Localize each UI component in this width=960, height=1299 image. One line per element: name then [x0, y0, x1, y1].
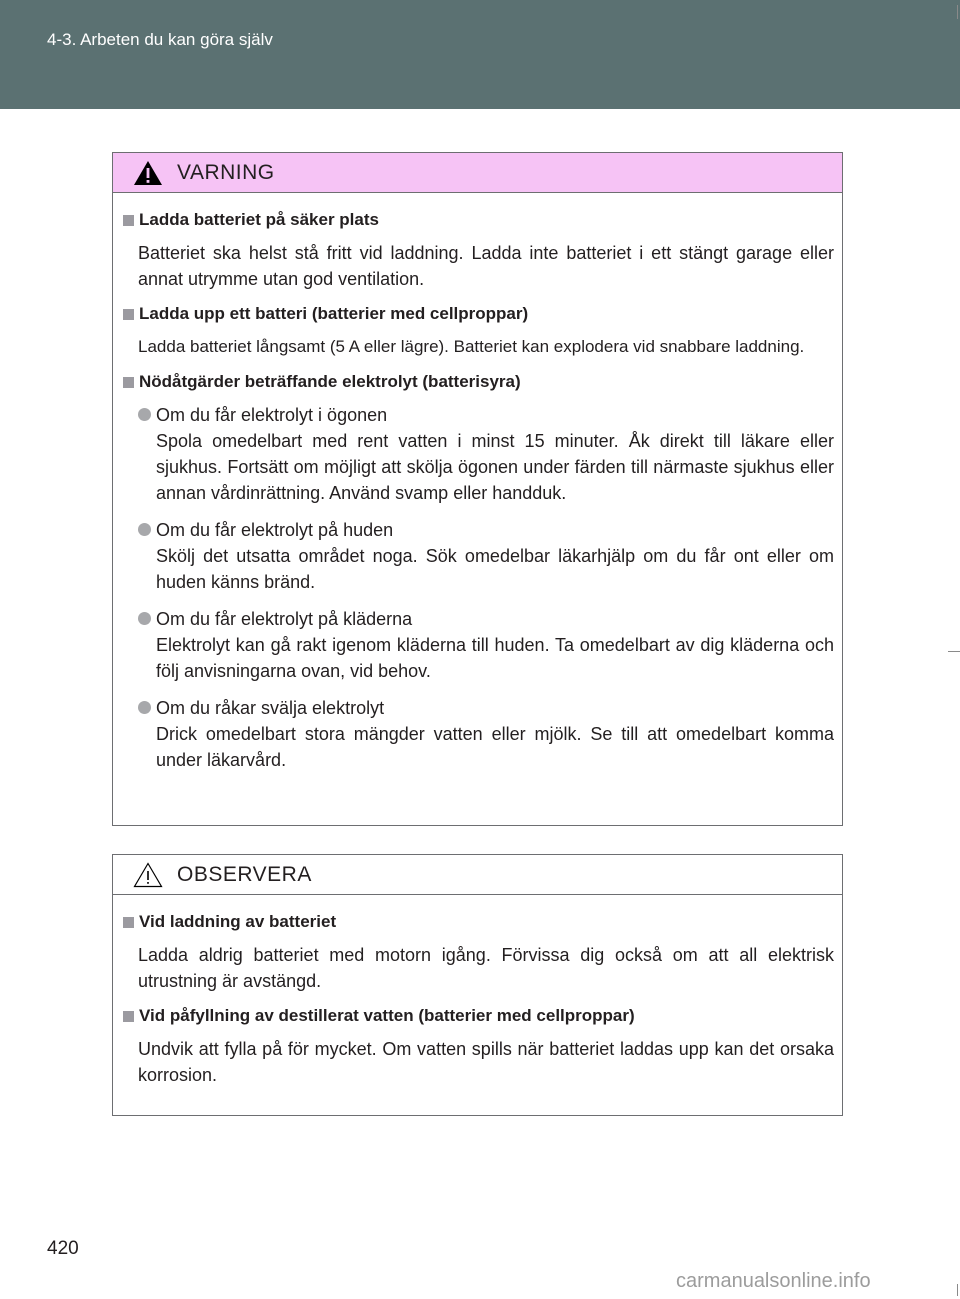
square-bullet-icon — [123, 1011, 134, 1022]
list-item-text: Skölj det utsatta området noga. Sök omedelbar läkarhjälp om du får ont eller om huden känns bränd. — [156, 546, 834, 592]
list-item-title: Om du får elektrolyt på kläderna — [156, 609, 413, 629]
list-item-body — [156, 606, 834, 684]
circle-bullet-icon — [138, 523, 151, 536]
watermark: carmanualsonline.info — [676, 1270, 871, 1292]
section-text: Batteriet ska helst stå fritt vid laddning. Ladda inte batteriet i ett stängt garage eller annat utrymme utan god ventilation. — [138, 243, 834, 289]
list-item-body — [156, 517, 834, 595]
section-heading — [123, 1006, 834, 1026]
section-heading-text: Ladda upp ett batteri (batterier med cellproppar) — [139, 304, 529, 323]
section-heading-text: Nödåtgärder beträffande elektrolyt (batterisyra) — [139, 372, 521, 391]
section-text: Ladda batteriet långsamt (5 A eller lägre). Batteriet kan explodera vid snabbare laddning. — [138, 337, 805, 356]
list-item-text: Drick omedelbart stora mängder vatten eller mjölk. Se till att omedelbart komma under läkarvård. — [156, 724, 834, 770]
list-item-text: Elektrolyt kan gå rakt igenom kläderna till huden. Ta omedelbart av dig kläderna och följ anvisningarna ovan, vid behov. — [156, 635, 834, 681]
square-bullet-icon — [123, 377, 134, 388]
page-number: 420 — [47, 1238, 79, 1259]
warning-box-header — [113, 153, 842, 193]
crop-mark — [957, 1284, 958, 1296]
list-item-text: Spola omedelbart med rent vatten i minst 15 minuter. Åk direkt till läkare eller sjukhus. Fortsätt om möjligt att skölja ögonen under färden till närmaste sjukhus eller annan vårdinrättning. Använd svamp eller handduk. — [156, 431, 834, 503]
list-item — [138, 606, 834, 684]
crop-mark — [948, 651, 960, 652]
square-bullet-icon — [123, 215, 134, 226]
section-heading — [123, 210, 834, 230]
caution-icon — [133, 862, 163, 888]
circle-bullet-icon — [138, 408, 151, 421]
circle-bullet-icon — [138, 612, 151, 625]
circle-bullet-icon — [138, 701, 151, 714]
header-band — [0, 0, 960, 109]
section-heading-text: Vid laddning av batteriet — [139, 912, 337, 931]
square-bullet-icon — [123, 309, 134, 320]
warning-icon — [133, 160, 163, 186]
section-heading-text: Ladda batteriet på säker plats — [139, 210, 379, 229]
list-item-body — [156, 402, 834, 506]
section-text: Undvik att fylla på för mycket. Om vatten spills när batteriet laddas upp kan det orsaka korrosion. — [138, 1039, 834, 1085]
list-item-body — [156, 695, 834, 773]
crop-mark — [957, 5, 958, 19]
list-item — [138, 402, 834, 506]
section-title: 4-3. Arbeten du kan göra själv — [47, 30, 273, 49]
list-item — [138, 695, 834, 773]
section-heading — [123, 912, 834, 932]
notice-title: OBSERVERA — [177, 862, 312, 886]
section-text: Ladda aldrig batteriet med motorn igång. Förvissa dig också om att all elektrisk utrustning är avstängd. — [138, 945, 834, 991]
list-item-title: Om du får elektrolyt på huden — [156, 520, 394, 540]
list-item-title: Om du får elektrolyt i ögonen — [156, 405, 388, 425]
warning-title: VARNING — [177, 160, 275, 184]
warning-box — [112, 152, 843, 826]
notice-box-body — [113, 895, 842, 1088]
section-heading — [123, 372, 834, 392]
section-heading — [123, 304, 834, 324]
list-item — [138, 517, 834, 595]
warning-box-body — [113, 193, 842, 773]
notice-box — [112, 854, 843, 1116]
square-bullet-icon — [123, 917, 134, 928]
notice-box-header — [113, 855, 842, 895]
list-item-title: Om du råkar svälja elektrolyt — [156, 698, 385, 718]
section-heading-text: Vid påfyllning av destillerat vatten (batterier med cellproppar) — [139, 1006, 635, 1025]
